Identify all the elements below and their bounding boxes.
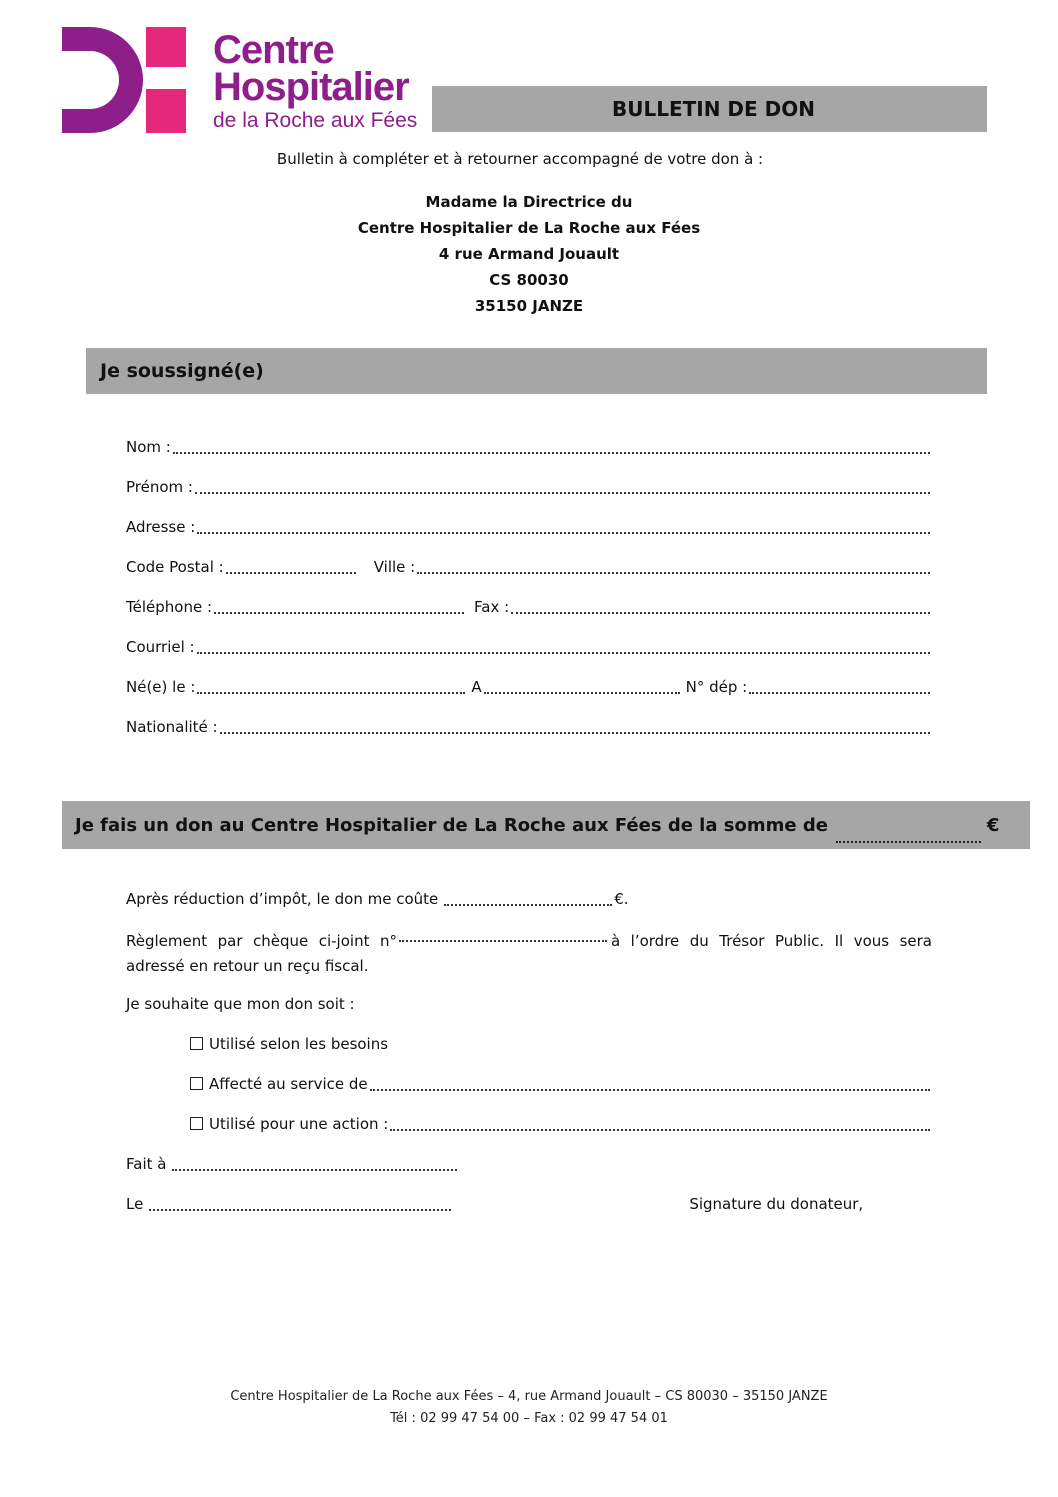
field-date[interactable] (126, 1195, 932, 1217)
lieu-label: A (471, 678, 482, 696)
field-nationalite[interactable] (126, 718, 932, 740)
telephone-blank[interactable] (214, 611, 464, 614)
address-line: Madame la Directrice du (425, 193, 633, 211)
adresse-label: Adresse : (126, 518, 196, 536)
option-service-label: Affecté au service de (209, 1075, 368, 1093)
code-postal-label: Code Postal : (126, 558, 224, 576)
logo-line-3: de la Roche aux Fées (213, 109, 418, 132)
ne-le-label: Né(e) le : (126, 678, 196, 696)
lieu-blank[interactable] (484, 691, 680, 694)
montant-blank[interactable] (836, 840, 981, 843)
nationalite-blank[interactable] (220, 731, 930, 734)
fax-label: Fax : (474, 598, 510, 616)
ville-label: Ville : (373, 558, 416, 576)
ne-le-blank[interactable] (197, 691, 465, 694)
date-label: Le (126, 1195, 144, 1213)
logo-line-1: Centre (213, 28, 334, 72)
field-nom[interactable] (126, 438, 932, 460)
service-blank[interactable] (370, 1088, 930, 1091)
fax-blank[interactable] (511, 611, 930, 614)
field-prenom[interactable] (126, 478, 932, 500)
action-blank[interactable] (390, 1128, 930, 1131)
field-reduction[interactable] (126, 890, 932, 912)
logo-line-2: Hospitalier (213, 65, 409, 109)
hospital-logo-text (213, 30, 417, 131)
field-code-postal-ville[interactable] (126, 558, 932, 580)
mailing-address (0, 189, 1058, 319)
section-don-title: Je fais un don au Centre Hospitalier de La Roche aux Fées de la somme de (75, 814, 828, 836)
section-soussigne-header: Je soussigné(e) (86, 348, 987, 394)
address-line: 4 rue Armand Jouault (438, 245, 620, 263)
section-don-header (62, 801, 1030, 849)
prenom-blank[interactable] (195, 491, 930, 494)
field-fait-a[interactable] (126, 1155, 932, 1177)
field-courriel[interactable] (126, 638, 932, 660)
address-line: Centre Hospitalier de La Roche aux Fées (357, 219, 701, 237)
address-line: 35150 JANZE (474, 297, 584, 315)
reduction-suffix: €. (614, 890, 629, 908)
telephone-label: Téléphone : (126, 598, 213, 616)
signature-label: Signature du donateur, (689, 1195, 864, 1213)
date-blank[interactable] (149, 1208, 451, 1211)
page-title: BULLETIN DE DON (612, 97, 815, 121)
field-telephone-fax[interactable] (126, 598, 932, 620)
reglement-paragraph[interactable] (126, 929, 932, 979)
field-adresse[interactable] (126, 518, 932, 540)
option-action[interactable] (190, 1115, 932, 1137)
option-besoins-label: Utilisé selon les besoins (209, 1035, 389, 1053)
title-bar (432, 86, 987, 132)
option-action-label: Utilisé pour une action : (209, 1115, 389, 1133)
option-service[interactable] (190, 1075, 932, 1097)
fait-a-label: Fait à (126, 1155, 167, 1173)
souhait-label: Je souhaite que mon don soit : (126, 995, 355, 1013)
footer-address: Centre Hospitalier de La Roche aux Fées – 4, rue Armand Jouault – CS 80030 – 35150 JANZE (230, 1389, 828, 1404)
nationalite-label: Nationalité : (126, 718, 218, 736)
courriel-blank[interactable] (197, 651, 930, 654)
ville-blank[interactable] (417, 571, 930, 574)
nom-label: Nom : (126, 438, 171, 456)
field-naissance[interactable] (126, 678, 932, 700)
nom-blank[interactable] (173, 451, 930, 454)
footer (0, 1386, 1058, 1430)
intro-text: Bulletin à compléter et à retourner accompagné de votre don à : (276, 150, 764, 168)
souhait-line (126, 995, 932, 1017)
checkbox-besoins[interactable] (190, 1037, 203, 1050)
reduction-label: Après réduction d’impôt, le don me coûte (126, 890, 439, 908)
reglement-end: à l’ordre du Trésor Public. Il vous sera adressé en retour un reçu fiscal. (126, 932, 932, 975)
reduction-blank[interactable] (444, 903, 612, 906)
address-line: CS 80030 (489, 271, 569, 289)
prenom-label: Prénom : (126, 478, 193, 496)
checkbox-service[interactable] (190, 1077, 203, 1090)
reglement-text (126, 929, 932, 979)
option-besoins[interactable] (190, 1035, 932, 1057)
adresse-blank[interactable] (197, 531, 930, 534)
fait-a-blank[interactable] (172, 1168, 457, 1171)
code-postal-blank[interactable] (226, 571, 356, 574)
footer-contact: Tél : 02 99 47 54 00 – Fax : 02 99 47 54 01 (390, 1411, 668, 1426)
courriel-label: Courriel : (126, 638, 195, 656)
cheque-number-blank[interactable] (399, 940, 607, 942)
currency-symbol: € (986, 814, 1000, 836)
checkbox-action[interactable] (190, 1117, 203, 1130)
dep-blank[interactable] (749, 691, 930, 694)
dep-label: N° dép : (685, 678, 748, 696)
reglement-start: Règlement par chèque ci-joint n° (126, 932, 397, 950)
hospital-logo-icon (62, 27, 190, 133)
